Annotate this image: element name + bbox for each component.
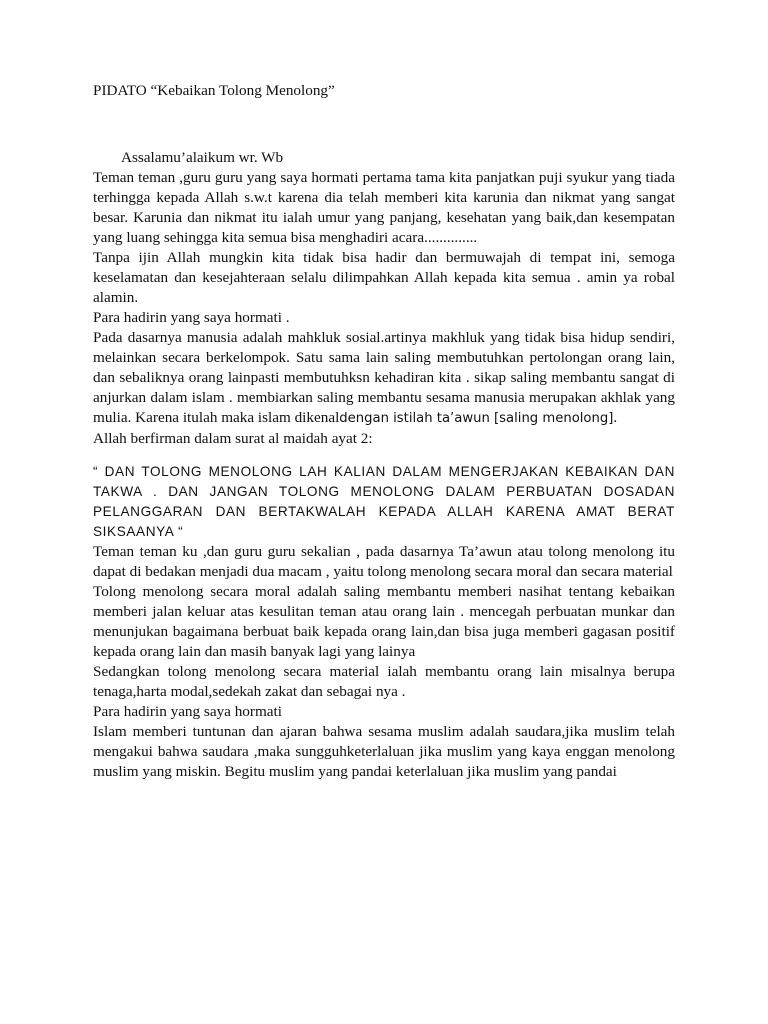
paragraph-two-types: Teman teman ku ,dan guru guru sekalian , pada dasarnya Ta’awun atau tolong menolong itu dapat di bedakan menjadi dua macam , yaitu tolong menolong secara moral dan secara material <box>93 543 675 580</box>
paragraph-brotherhood: Islam memberi tuntunan dan ajaran bahwa sesama muslim adalah saudara,jika muslim telah mengakui bahwa saudara ,maka sungguhketerlaluan jika muslim yang kaya enggan menolong muslim yang miskin. Begitu muslim yang pandai keterlaluan jika muslim yang pandai <box>93 723 675 780</box>
paragraph-social-being <box>93 328 675 429</box>
paragraph-address-1: Para hadirin yang saya hormati . <box>93 309 290 326</box>
paragraph-opening: Teman teman ,guru guru yang saya hormati pertama tama kita panjatkan puji syukur yang tiada terhingga kepada Allah s.w.t karena dia telah memberi kita karunia dan nikmat yang sangat besar. Karunia dan nikmat itu ialah umur yang panjang, kesehatan yang baik,dan kesempatan yang luang sehingga kita semua bisa menghadiri acara.............. <box>93 169 675 246</box>
paragraph-social-being-text: Pada dasarnya manusia adalah mahkluk sosial.artinya makhluk yang tidak bisa hidup sendiri, melainkan secara berkelompok. Satu sama lain saling membutuhkan pertolongan orang lain, dan sebaliknya orang lainpasti membutuhksn kehadiran kita . sikap saling membantu sangat di anjurkan dalam islam . membiarkan saling membantu sesama manusia merupakan akhlak yang mulia. Karena itulah maka islam dikenal <box>93 329 675 426</box>
document-body <box>93 81 675 782</box>
verse-quote: “ DAN TOLONG MENOLONG LAH KALIAN DALAM MENGERJAKAN KEBAIKAN DAN TAKWA . DAN JANGAN TOLONG MENOLONG DALAM PERBUATAN DOSADAN PELANGGARAN DAN BERTAKWALAH KEPADA ALLAH KARENA AMAT BERAT SIKSAANYA “ <box>93 464 675 539</box>
paragraph-material-help: Sedangkan tolong menolong secara material ialah membantu orang lain misalnya berupa tenaga,harta modal,sedekah zakat dan sebagai nya . <box>93 663 675 700</box>
document-title: PIDATO “Kebaikan Tolong Menolong” <box>93 82 335 99</box>
paragraph-blessing: Tanpa ijin Allah mungkin kita tidak bisa hadir dan bermuwajah di tempat ini, semoga keselamatan dan kesejahteraan selalu dilimpahkan Allah kepada kita semua . amin ya robal alamin. <box>93 249 675 306</box>
paragraph-quran-intro: Allah berfirman dalam surat al maidah ayat 2: <box>93 430 373 447</box>
paragraph-moral-help: Tolong menolong secara moral adalah saling membantu memberi nasihat tentang kebaikan memberi jalan keluar atas kesulitan teman atau orang lain . mencegah perbuatan munkar dan menunjukan bagaimana berbuat baik kepada orang lain,dan bisa juga memberi gagasan positif kepada orang lain dan masih banyak lagi yang lainya <box>93 583 675 660</box>
paragraph-social-being-end: . <box>613 409 618 426</box>
taawun-term: dengan istilah ta’awun [saling menolong] <box>339 411 614 426</box>
greeting: Assalamu’alaikum wr. Wb <box>121 149 284 166</box>
paragraph-address-2: Para hadirin yang saya hormati <box>93 703 282 720</box>
